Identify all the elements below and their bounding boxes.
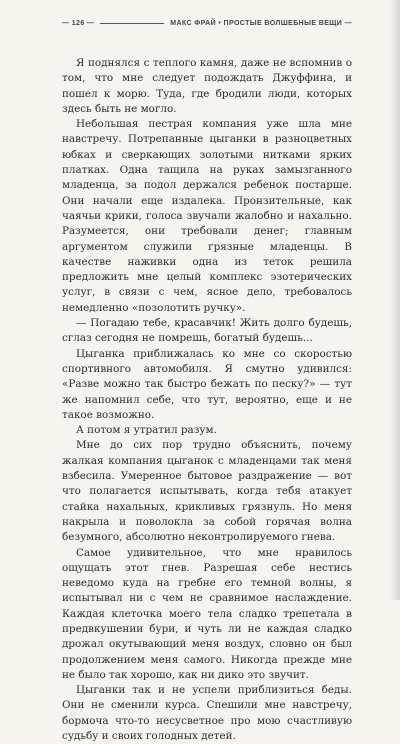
page-body: [62, 56, 352, 744]
running-title: МАКС ФРАЙ • ПРОСТЫЕ ВОЛШЕБНЫЕ ВЕЩИ —: [170, 19, 352, 27]
paragraph: Я поднялся с теплого камня, даже не вспомнив о том, что мне следует подождать Джуффина, и пошел к морю. Туда, где бродили люди, которых здесь быть не могло.: [62, 57, 352, 115]
paragraph: Мне до сих пор трудно объяснить, почему жалкая компания цыганок с младенцами так меня взбесила. Умеренное бытовое раздражение — вот что полагается испытывать, когда тебя атакует стайка нахальных, крикливых грязнуль. Но меня накрыла и поволокла за собой горячая волна безумного, абсолютно неконтролируемого гнева.: [62, 439, 352, 544]
page-header: [62, 16, 352, 30]
paragraph: Самое удивительное, что мне нравилось ощущать этот гнев. Разрешая себе нестись неведомо куда на гребне его темной волны, я испытывал ни с чем не сравнимое наслаждение. Каждая клеточка моего тела сладко трепетала в предвкушении бури, и чуть ли не каждая сладко дрожал окутывающий меня воздух, словно он был продолжением меня самого. Никогда прежде мне не было так хорошо, как ни дико это звучит.: [62, 546, 352, 681]
header-rule: [100, 23, 164, 24]
paragraph: Небольшая пестрая компания уже шла мне навстречу. Потрепанные цыганки в разноцветных юбках и сверкающих золотыми нитками ярких платках. Одна тащила на руках замызганного младенца, за подол держался ребенок постарше. Они начали еще издалека. Пронзительные, как чаячьи крики, голоса звучали жалобно и нахально. Разумеется, они требовали денег; главным аргументом служили грязные младенцы. В качестве наживки одна из теток решила предложить мне целый комплекс эзотерических услуг, в связи с чем, ясное дело, требовалось немедленно «позолотить ручку».: [62, 118, 352, 314]
paragraph: Цыганки так и не успели приблизиться беды. Они не сменили курса. Спешили мне навстречу, бормоча что-то несусветное про мою счастливую судьбу и своих голодных детей.: [62, 684, 352, 743]
paragraph: — Погадаю тебе, красавчик! Жить долго будешь, сглаз сегодня не помрешь, богатый будешь...: [62, 317, 352, 345]
paragraph: А потом я утратил разум.: [76, 424, 217, 437]
page-number: — 126 —: [62, 19, 95, 27]
paragraph: Цыганка приближалась ко мне со скоростью спортивного автомобиля. Я смутно удивился: «Разве можно так быстро бежать по песку?» — тут же напомнил себе, что тут, вероятно, еще и не такое возможно.: [62, 347, 352, 421]
